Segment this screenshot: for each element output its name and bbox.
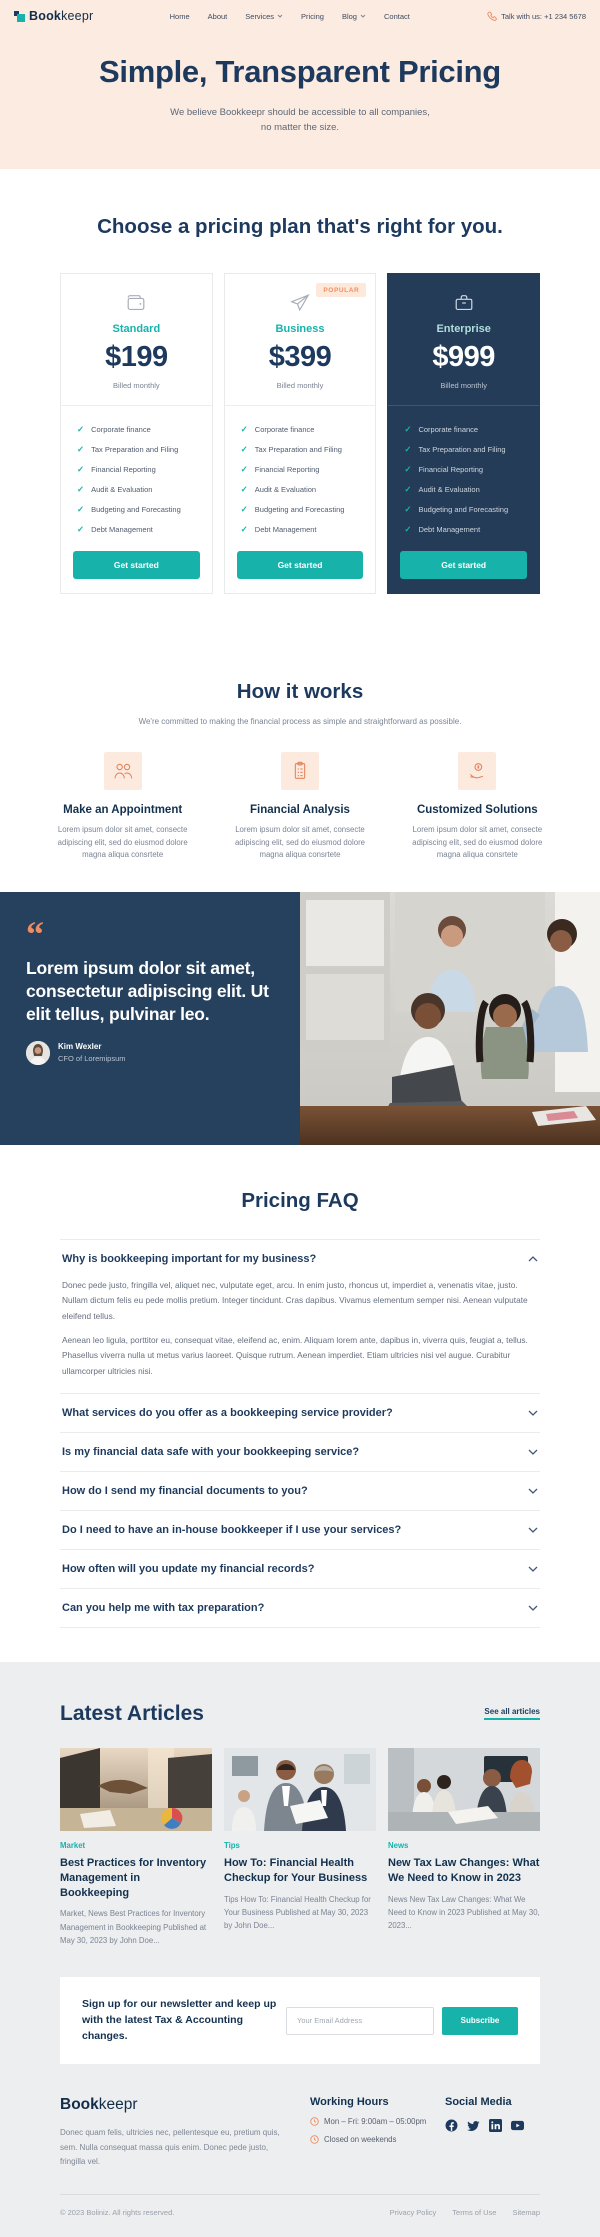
phone-link[interactable]: [486, 11, 586, 22]
article-image: [224, 1748, 376, 1831]
hero-subtitle: We believe Bookkeepr should be accessible to all companies, no matter the size.: [170, 107, 430, 133]
main-nav: [170, 12, 410, 21]
check-icon: ✓: [240, 503, 248, 514]
step-description: Lorem ipsum dolor sit amet, consecte adipiscing elit, sed do eiusmod dolore magna aliqua consrtete: [234, 825, 365, 860]
step-appointment: [45, 752, 200, 861]
check-icon: ✓: [240, 523, 248, 534]
step-solutions: [400, 752, 555, 861]
check-icon: ✓: [404, 423, 412, 434]
chevron-down-icon: [360, 14, 366, 18]
check-icon: ✓: [77, 523, 85, 534]
working-hours-column: [310, 2096, 445, 2169]
nav-home[interactable]: Home: [169, 11, 190, 21]
terms-of-use-link[interactable]: Terms of Use: [452, 2207, 497, 2217]
avatar: [26, 1041, 50, 1065]
logo[interactable]: [14, 9, 93, 23]
hero-section: [0, 0, 600, 169]
plan-price: $399: [268, 341, 332, 374]
chevron-down-icon: [528, 1488, 538, 1494]
article-title[interactable]: Best Practices for Inventory Management in Bookkeeping: [60, 1856, 207, 1899]
article-image: [60, 1748, 212, 1831]
sitemap-link[interactable]: Sitemap: [512, 2207, 540, 2217]
chevron-up-icon: [528, 1256, 538, 1262]
feature-item: ✓ Tax Preparation and Filing: [404, 443, 506, 454]
faq-question[interactable]: Can you help me with tax preparation?: [60, 1589, 540, 1627]
articles-header: [60, 1702, 540, 1726]
check-icon: ✓: [240, 423, 248, 434]
get-started-button[interactable]: Get started: [237, 551, 364, 579]
faq-question[interactable]: How do I send my financial documents to you?: [60, 1472, 540, 1510]
phone-icon: [486, 11, 497, 22]
bottom-section: [0, 1662, 600, 2237]
article-card[interactable]: [60, 1748, 212, 1947]
check-icon: ✓: [404, 503, 412, 514]
article-image: [388, 1748, 540, 1831]
nav-contact[interactable]: Contact: [383, 11, 410, 21]
hero: [0, 54, 600, 135]
faq-item: [60, 1549, 540, 1588]
feature-item: ✓ Tax Preparation and Filing: [240, 443, 342, 454]
plan-name: Business: [275, 323, 325, 336]
faq-item: [60, 1393, 540, 1432]
article-excerpt: Market, News Best Practices for Inventory Management in Bookkeeping Published at May 30, 2023 by John Doe...: [60, 1909, 207, 1945]
faq-question[interactable]: What services do you offer as a bookkeeping service provider?: [60, 1394, 540, 1432]
check-icon: ✓: [240, 463, 248, 474]
social-media-heading: Social Media: [445, 2096, 512, 2109]
plan-features: [400, 419, 527, 539]
chevron-down-icon: [528, 1527, 538, 1533]
get-started-button[interactable]: Get started: [73, 551, 200, 579]
check-icon: ✓: [77, 423, 85, 434]
article-excerpt: News New Tax Law Changes: What We Need to Know in 2023 Published at May 30, 2023...: [388, 1894, 540, 1931]
how-it-works-section: [0, 640, 600, 891]
popular-badge: POPULAR: [316, 283, 366, 297]
plan-name: Standard: [112, 323, 161, 336]
pricing-plans: [60, 273, 540, 594]
author-role: CFO of Loremipsum: [58, 1054, 126, 1064]
newsletter-form: [286, 2007, 518, 2035]
feature-item: ✓ Audit & Evaluation: [240, 483, 317, 494]
check-icon: ✓: [77, 463, 85, 474]
see-all-articles-link[interactable]: See all articles: [484, 1707, 540, 1720]
feature-item: ✓ Budgeting and Forecasting: [404, 503, 509, 514]
linkedin-icon[interactable]: [489, 2119, 502, 2132]
article-card[interactable]: [224, 1748, 376, 1947]
plan-price: $199: [105, 341, 168, 374]
feature-item: ✓ Budgeting and Forecasting: [240, 503, 345, 514]
nav-services[interactable]: Services: [245, 12, 283, 21]
faq-item: [60, 1510, 540, 1549]
feature-item: ✓ Financial Reporting: [404, 463, 484, 474]
faq-answer: Donec pede justo, fringilla vel, aliquet nec, vulputate eget, arcu. In enim justo, rhoncus ut, imperdiet a, venenatis vitae, justo. Nullam dictum felis eu pede mollis pretium. Integer tincidunt. Cras dapibus. Vivamus elementum semper nisi. Aenean vulputate eleifend tellus. Aenean leo ligula, porttitor eu, consequat vitae, eleifend ac, enim. Aliquam lorem ante, dapibus in, viverra quis, feugiat a, tellus. Phasellus viverra nulla ut metus varius laoreet. Quisque rutrum. Aenean imperdiet. Etiam ultricies nisi vel augue. Curabitur ullamcorper ultricies nisi.: [62, 1279, 528, 1376]
article-card[interactable]: [388, 1748, 540, 1947]
privacy-policy-link[interactable]: Privacy Policy: [389, 2207, 437, 2217]
feature-item: ✓ Audit & Evaluation: [404, 483, 480, 494]
check-icon: ✓: [240, 443, 248, 454]
briefcase-icon: [400, 291, 527, 315]
author-name: Kim Wexler: [58, 1042, 102, 1052]
facebook-icon[interactable]: [445, 2119, 458, 2132]
testimonial-panel: [0, 892, 300, 1145]
feature-item: ✓ Financial Reporting: [77, 463, 156, 474]
youtube-icon[interactable]: [511, 2119, 524, 2132]
logo-text: Bookkeepr: [29, 9, 94, 23]
plan-features: [237, 419, 364, 539]
plan-billing: Billed monthly: [112, 381, 160, 391]
subscribe-button[interactable]: Subscribe: [442, 2007, 518, 2035]
working-hours-heading: Working Hours: [310, 2096, 389, 2109]
faq-question[interactable]: Do I need to have an in-house bookkeeper if I use your services?: [60, 1511, 540, 1549]
steps: [45, 752, 555, 861]
feature-item: ✓ Corporate finance: [77, 423, 151, 434]
feature-item: ✓ Corporate finance: [404, 423, 479, 434]
step-title: Make an Appointment: [63, 804, 183, 817]
testimonial-photo: [300, 892, 600, 1145]
social-media-column: [445, 2096, 540, 2169]
clipboard-icon: [281, 752, 319, 790]
nav-blog[interactable]: Blog: [342, 12, 366, 21]
plan-billing: Billed monthly: [440, 381, 488, 391]
clock-icon: [310, 2135, 319, 2144]
article-category: Tips: [224, 1840, 240, 1850]
nav-about[interactable]: About: [207, 11, 228, 21]
check-icon: ✓: [77, 503, 85, 514]
plan-card-enterprise: [387, 273, 540, 594]
footer-logo[interactable]: Bookkeepr: [60, 2096, 138, 2114]
feature-item: ✓ Financial Reporting: [240, 463, 320, 474]
article-excerpt: Tips How To: Financial Health Checkup for Your Business Published at May 30, 2023 by John Doe...: [224, 1894, 371, 1931]
article-category: News: [388, 1840, 409, 1850]
faq-list: [60, 1239, 540, 1628]
wallet-icon: [73, 291, 200, 315]
footer-description: Donec quam felis, ultricies nec, pellentesque eu, pretium quis, sem. Nulla consequat massa quis enim. Donec pede justo, fringilla vel.: [60, 2128, 280, 2167]
pricing-heading: Choose a pricing plan that's right for you.: [97, 215, 503, 239]
how-subtitle: We're committed to making the financial process as simple and straightforward as possible.: [138, 717, 462, 727]
article-title[interactable]: How To: Financial Health Checkup for Your Business: [224, 1856, 368, 1884]
feature-item: ✓ Debt Management: [77, 523, 153, 534]
plan-features: [73, 419, 200, 539]
hours-row: Closed on weekends: [310, 2135, 445, 2144]
faq-item: [60, 1239, 540, 1393]
step-title: Financial Analysis: [250, 804, 350, 817]
footer: [60, 2096, 540, 2169]
check-icon: ✓: [404, 483, 412, 494]
footer-bottom-bar: [60, 2194, 540, 2237]
faq-item: [60, 1588, 540, 1628]
check-icon: ✓: [77, 443, 85, 454]
copyright: © 2023 Boliniz. All rights reserved.: [60, 2207, 175, 2217]
faq-heading: Pricing FAQ: [241, 1188, 359, 1212]
footer-brand-column: [60, 2096, 310, 2169]
feature-item: ✓ Corporate finance: [240, 423, 315, 434]
plan-card-business: [224, 273, 377, 594]
faq-question[interactable]: Why is bookkeeping important for my business?: [60, 1240, 540, 1278]
feature-item: ✓ Debt Management: [404, 523, 481, 534]
faq-question[interactable]: Is my financial data safe with your bookkeeping service?: [60, 1433, 540, 1471]
step-analysis: [222, 752, 377, 861]
clock-icon: [310, 2117, 319, 2126]
step-description: Lorem ipsum dolor sit amet, consecte adipiscing elit, sed do eiusmod dolore magna aliqua consrtete: [57, 825, 188, 860]
check-icon: ✓: [404, 443, 412, 454]
phone-label: Talk with us: +1 234 5678: [501, 11, 586, 21]
articles-heading: Latest Articles: [60, 1701, 204, 1725]
plan-billing: Billed monthly: [276, 381, 324, 391]
site-header: [0, 0, 600, 32]
feature-item: ✓ Debt Management: [240, 523, 317, 534]
testimonial-quote: Lorem ipsum dolor sit amet, consectetur adipiscing elit. Ut elit tellus, pulvinar leo.: [26, 957, 269, 1024]
hand-coin-icon: [458, 752, 496, 790]
people-icon: [104, 752, 142, 790]
chevron-down-icon: [528, 1449, 538, 1455]
twitter-icon[interactable]: [467, 2119, 480, 2132]
get-started-button[interactable]: Get started: [400, 551, 527, 579]
page-title: Simple, Transparent Pricing: [99, 54, 501, 89]
faq-item: [60, 1432, 540, 1471]
feature-item: ✓ Audit & Evaluation: [77, 483, 153, 494]
pricing-section: [0, 169, 600, 640]
feature-item: ✓ Tax Preparation and Filing: [77, 443, 179, 454]
check-icon: ✓: [404, 523, 412, 534]
social-icons: [445, 2119, 540, 2132]
footer-links: [390, 2208, 540, 2217]
step-title: Customized Solutions: [416, 804, 538, 817]
plan-card-standard: [60, 273, 213, 594]
chevron-down-icon: [528, 1410, 538, 1416]
feature-item: ✓ Budgeting and Forecasting: [77, 503, 181, 514]
check-icon: ✓: [77, 483, 85, 494]
chevron-down-icon: [277, 14, 283, 18]
logo-icon: [14, 10, 25, 22]
hours-row: Mon – Fri: 9:00am – 05:00pm: [310, 2117, 445, 2126]
article-title[interactable]: New Tax Law Changes: What We Need to Know in 2023: [388, 1856, 540, 1884]
quote-icon: “: [26, 913, 44, 954]
nav-pricing[interactable]: Pricing: [301, 11, 324, 21]
chevron-down-icon: [528, 1566, 538, 1572]
testimonial-section: [0, 892, 600, 1145]
testimonial-author: [26, 1041, 274, 1065]
newsletter-card: [60, 1977, 540, 2064]
faq-item: [60, 1471, 540, 1510]
plan-price: $999: [432, 341, 495, 374]
plan-name: Enterprise: [436, 323, 491, 336]
chevron-down-icon: [528, 1605, 538, 1611]
faq-question[interactable]: How often will you update my financial records?: [60, 1550, 540, 1588]
check-icon: ✓: [404, 463, 412, 474]
check-icon: ✓: [240, 483, 248, 494]
how-heading: How it works: [236, 680, 364, 704]
articles-list: [60, 1748, 540, 1947]
step-description: Lorem ipsum dolor sit amet, consecte adipiscing elit, sed do eiusmod dolore magna aliqua consrtete: [412, 825, 543, 860]
newsletter-text: Sign up for our newsletter and keep up with the latest Tax & Accounting changes.: [82, 1998, 277, 2042]
faq-section: [0, 1145, 600, 1662]
email-input[interactable]: [286, 2007, 434, 2035]
article-category: Market: [60, 1840, 86, 1850]
